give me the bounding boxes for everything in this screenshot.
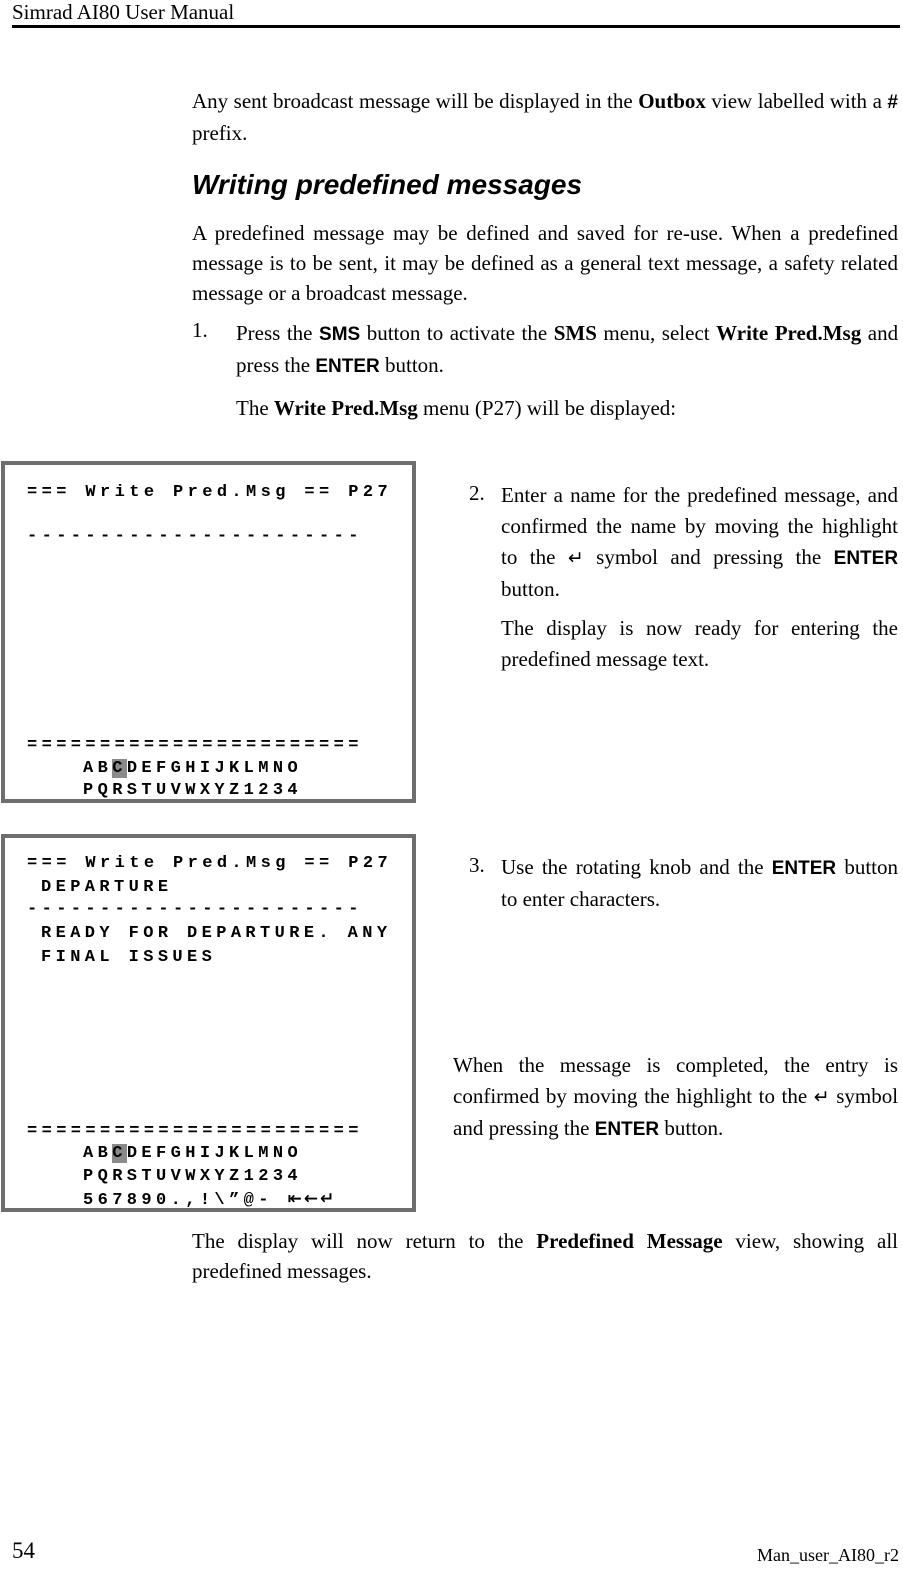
- step-1-sub-a: The: [236, 396, 269, 420]
- predefined-intro-paragraph: A predefined message may be defined and saved for re-use. When a predefined message is to be sent, it may be defined as a general text message, a safety related message or a broadcast message.: [192, 221, 898, 305]
- enter-button-label: ENTER: [594, 1119, 660, 1140]
- char-row-1-pre: AB: [83, 759, 113, 778]
- char-row-2: PQRSTUVWXYZ1234: [83, 1167, 303, 1186]
- step-1-text: [236, 318, 898, 382]
- step-1-text-e: button.: [384, 353, 444, 377]
- screen-separator-dashes: -----------------------: [27, 900, 363, 919]
- step-1-text-a: Press the: [236, 321, 313, 345]
- display-screen-p27-filled: [1, 834, 416, 1212]
- message-line-1: READY FOR DEPARTURE. ANY: [41, 924, 392, 943]
- char-row-3: [83, 1189, 339, 1210]
- write-pred-msg-label: Write Pred.Msg: [716, 321, 862, 345]
- step-1-text-d: and press the: [236, 321, 899, 377]
- step-1-sub-b: menu (P27) will be displayed:: [423, 396, 677, 420]
- enter-symbol-icon: ↵: [319, 1189, 339, 1209]
- char-highlight: C: [112, 1144, 127, 1163]
- predefined-message-view-label: Predefined Message: [536, 1229, 723, 1253]
- enter-symbol-icon: ↵: [567, 547, 584, 569]
- message-name: DEPARTURE: [41, 878, 173, 897]
- completion-text-c: button.: [664, 1116, 724, 1140]
- completion-paragraph: [453, 1050, 898, 1145]
- enter-button-label: ENTER: [771, 858, 837, 879]
- step-3-number: 3.: [469, 853, 485, 877]
- screen-title: === Write Pred.Msg == P27: [27, 483, 393, 502]
- step-2-text-b: symbol and pressing the: [596, 545, 822, 569]
- step-2-number: 2.: [469, 481, 485, 505]
- char-highlight: C: [112, 759, 127, 778]
- closing-paragraph: [192, 1226, 898, 1286]
- intro-text-3: prefix.: [192, 121, 248, 145]
- screen-separator-equals: =======================: [27, 1122, 363, 1141]
- step-2-note: The display is now ready for entering the predefined message text.: [501, 616, 898, 671]
- char-row-2: PQRSTUVWXYZ1234: [83, 781, 303, 800]
- sms-button-label: SMS: [319, 324, 361, 345]
- header-rule: [12, 25, 900, 28]
- enter-button-label: ENTER: [315, 356, 380, 377]
- intro-text-2: view labelled with a: [711, 89, 882, 113]
- step-2-text: [501, 480, 898, 605]
- step-1-number: 1.: [192, 318, 208, 342]
- hash-prefix: #: [887, 92, 898, 113]
- step-1-text-b: button to activate the: [366, 321, 548, 345]
- step-3-text-a: Use the rotating knob and the: [501, 855, 764, 879]
- running-header: Simrad AI80 User Manual: [12, 0, 235, 24]
- screen-separator-equals: =======================: [27, 736, 363, 755]
- intro-text-1: Any sent broadcast message will be displayed in the: [192, 89, 633, 113]
- screen-title: === Write Pred.Msg == P27: [27, 854, 393, 873]
- enter-button-label: ENTER: [833, 548, 899, 569]
- section-heading: Writing predefined messages: [192, 169, 583, 200]
- char-row-1: [83, 759, 302, 778]
- step-3-text: [501, 852, 898, 915]
- step-3-text-b: button to enter characters.: [501, 855, 898, 911]
- closing-text-b: view, showing all predefined messages.: [192, 1229, 899, 1283]
- completion-text-a: When the message is completed, the entry is confirmed by moving the highlight to the: [453, 1053, 898, 1108]
- step-2-text-c: button.: [501, 577, 560, 601]
- closing-text-a: The display will now return to the: [192, 1229, 524, 1253]
- char-row-1-post: DEFGHIJKLMNO: [126, 759, 303, 778]
- intro-paragraph: [192, 86, 898, 148]
- completion-text-b: symbol and pressing the: [453, 1084, 899, 1140]
- message-line-2: FINAL ISSUES: [41, 948, 217, 967]
- document-id: Man_user_AI80_r2: [757, 1545, 899, 1565]
- char-row-1-post: DEFGHIJKLMNO: [126, 1144, 303, 1163]
- write-pred-msg-menu-label: Write Pred.Msg: [273, 396, 418, 420]
- sms-menu-label: SMS: [553, 321, 597, 345]
- char-row-1: [83, 1144, 302, 1163]
- home-arrow-icon: ⇤: [287, 1189, 304, 1209]
- outbox-term: Outbox: [638, 89, 706, 113]
- char-row-3-text: 567890.,!\”@-: [83, 1191, 273, 1210]
- enter-symbol-icon: ↵: [813, 1086, 830, 1108]
- page-number: 54: [12, 1538, 35, 1563]
- step-1-text-c: menu, select: [603, 321, 710, 345]
- back-arrow-icon: ←: [303, 1189, 320, 1209]
- step-1-subtext: [236, 393, 898, 423]
- display-screen-p27-empty: [1, 461, 416, 803]
- step-2-text-a: Enter a name for the predefined message, and confirmed the name by moving the highlight to the: [501, 483, 898, 569]
- char-row-1-pre: AB: [83, 1144, 113, 1163]
- screen-separator-dashes: -----------------------: [27, 527, 363, 546]
